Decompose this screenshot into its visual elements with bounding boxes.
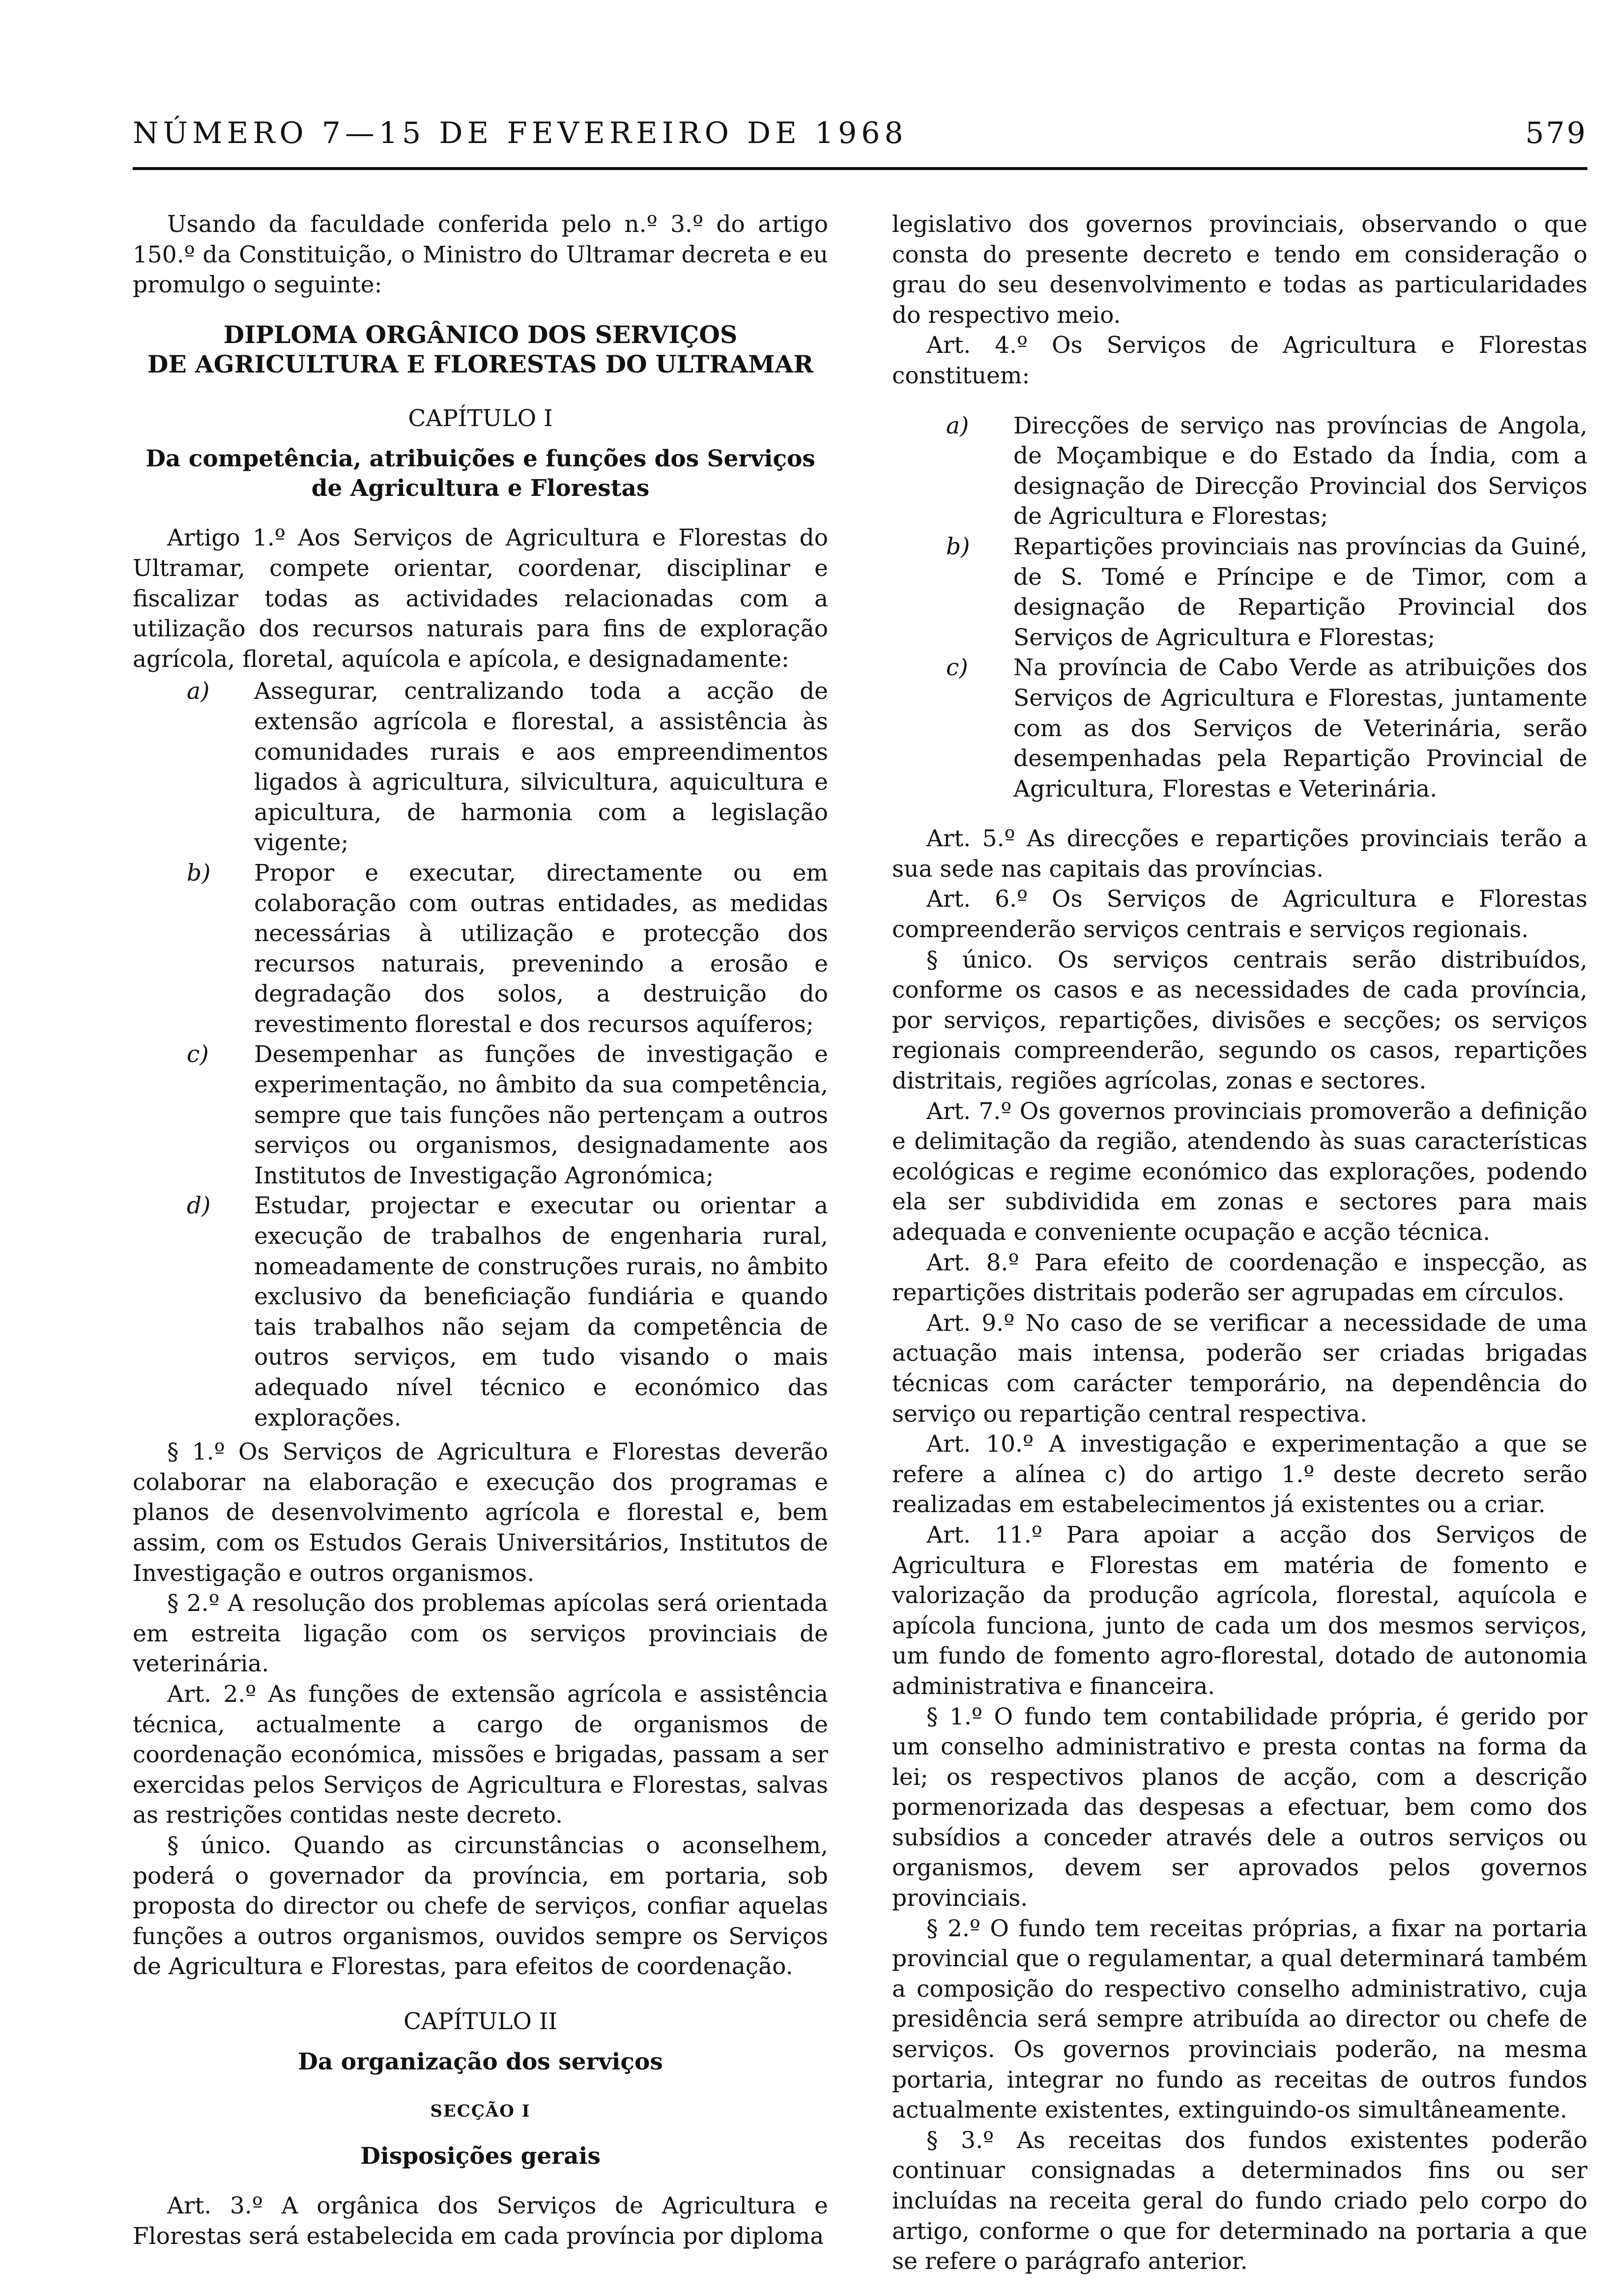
paragraph-unico: § único. Quando as circunstâncias o aconselhem, poderá o governador da província, em portaria, sob proposta do director ou chefe de serviços, confiar aquelas funções a outros organismos, ouvidos sempre os Serviços de Agricultura e Florestas, para efeitos de coordenação. xyxy=(133,1832,828,1980)
article-11: Art. 11.º Para apoiar a acção dos Serviços de Agricultura e Florestas em matéria de fomento e valorização da produção agrícola, florestal, aquícola e apícola funciona, junto de cada um dos mesmos serviços, um fundo de fomento agro-florestal, dotado de autonomia administrativa e financeira. xyxy=(892,1521,1587,1700)
article-5: Art. 5.º As direcções e repartições provinciais terão a sua sede nas capitais das províncias. xyxy=(892,825,1587,883)
article-4: Art. 4.º Os Serviços de Agricultura e Florestas constituem: xyxy=(892,332,1587,389)
chapter-label: CAPÍTULO II xyxy=(403,2008,557,2035)
item-label: d) xyxy=(187,1192,211,1220)
item-text: Na província de Cabo Verde as atribuições dos Serviços de Agricultura e Florestas, juntamente com as dos Serviços de Veterinária, serão desempenhadas pela Repartição Provincial de Agricultura, Florestas e Veterinária. xyxy=(1013,654,1587,803)
list-item xyxy=(892,532,1587,653)
article-4-list xyxy=(892,411,1587,804)
right-column xyxy=(892,209,1587,2277)
section-label: SECÇÃO I xyxy=(430,2101,531,2122)
item-label: a) xyxy=(187,678,210,705)
header-rule xyxy=(133,167,1587,170)
article-2: Art. 2.º As funções de extensão agrícola e assistência técnica, actualmente a cargo de organismos de coordenação económica, missões e brigadas, passam a ser exercidas pelos Serviços de Agricultura e Florestas, salvas as restrições contidas neste decreto. xyxy=(133,1680,828,1829)
article-7: Art. 7.º Os governos provinciais promoverão a definição e delimitação da região, atendendo às suas características ecológicas e regime económico das explorações, podendo ela ser subdividida em zonas e sectores para mais adequada e conveniente ocupação e acção técnica. xyxy=(892,1097,1587,1246)
paragraph-3: § 3.º As receitas dos fundos existentes poderão continuar consignadas a determinados fins ou ser incluídas na receita geral do fundo criado pelo corpo do artigo, conforme o que for determinado na portaria a que se refere o parágrafo anterior. xyxy=(892,2126,1587,2275)
article-9: Art. 9.º No caso de se verificar a necessidade de uma actuação mais intensa, poderão ser criadas brigadas técnicas com carácter temporário, na dependência do serviço ou repartição central respectiva. xyxy=(892,1309,1587,1428)
diploma-title-line: DE AGRICULTURA E FLORESTAS DO ULTRAMAR xyxy=(147,349,814,378)
chapter-title-line: Da competência, atribuições e funções dos Serviços xyxy=(145,445,815,473)
page-number: 579 xyxy=(1525,116,1587,150)
article-1: Artigo 1.º Aos Serviços de Agricultura e Florestas do Ultramar, compete orientar, coordenar, disciplinar e fiscalizar todas as actividades relacionadas com a utilização dos recursos naturais para fins de exploração agrícola, floretal, aquícola e apícola, e designadamente: xyxy=(133,524,828,673)
item-label: b) xyxy=(187,859,211,887)
item-label: b) xyxy=(946,533,970,560)
item-text: Assegurar, centralizando toda a acção de extensão agrícola e florestal, a assistência às comunidades rurais e aos empreendimentos ligados à agricultura, silvicultura, aquicultura e apicultura, de harmonia com a legislação vigente; xyxy=(254,678,828,857)
list-item xyxy=(133,676,828,858)
diploma-title xyxy=(133,320,828,379)
chapter-title xyxy=(133,444,828,503)
item-text: Direcções de serviço nas províncias de Angola, de Moçambique e do Estado da Índia, com a designação de Direcção Provincial dos Serviços de Agricultura e Florestas; xyxy=(1013,412,1587,530)
article-1-list xyxy=(133,676,828,1433)
list-item xyxy=(892,411,1587,532)
paragraph-unico: § único. Os serviços centrais serão distribuídos, conforme os casos e as necessidades de cada província, por serviços, repartições, divisões e secções; os serviços regionais compreenderão, segundo os casos, repartições distritais, regiões agrícolas, zonas e sectores. xyxy=(892,946,1587,1095)
item-text: Repartições provinciais nas províncias da Guiné, de S. Tomé e Príncipe e de Timor, com a designação de Repartição Provincial dos Serviços de Agricultura e Florestas; xyxy=(1013,533,1587,651)
list-item xyxy=(133,1039,828,1191)
article-10: Art. 10.º A investigação e experimentação a que se refere a alínea c) do artigo 1.º deste decreto serão realizadas em estabelecimentos já existentes ou a criar. xyxy=(892,1431,1587,1519)
list-item xyxy=(133,1191,828,1433)
article-6: Art. 6.º Os Serviços de Agricultura e Florestas compreenderão serviços centrais e serviços regionais. xyxy=(892,886,1587,944)
item-label: c) xyxy=(946,654,968,682)
list-item xyxy=(892,653,1587,804)
issue-date-header: NÚMERO 7—15 DE FEVEREIRO DE 1968 xyxy=(133,116,908,150)
paragraph-2: § 2.º A resolução dos problemas apícolas será orientada em estreita ligação com os serviços provinciais de veterinária. xyxy=(133,1590,828,1678)
item-label: c) xyxy=(187,1041,209,1068)
left-column xyxy=(133,209,828,2251)
list-item xyxy=(133,858,828,1040)
item-text: Desempenhar as funções de investigação e experimentação, no âmbito da sua competência, sempre que tais funções não pertençam a outros serviços ou organismos, designadamente aos Institutos de Investigação Agronómica; xyxy=(254,1041,828,1189)
paragraph-1: § 1.º Os Serviços de Agricultura e Florestas deverão colaborar na elaboração e execução dos programas e planos de desenvolvimento agrícola e florestal e, bem assim, com os Estudos Gerais Universitários, Institutos de Investigação e outros organismos. xyxy=(133,1438,828,1587)
page-header xyxy=(133,116,1587,160)
paragraph-2: § 2.º O fundo tem receitas próprias, a fixar na portaria provincial que o regulamentar, a qual determinará também a composição do respectivo conselho administrativo, cuja presidência será sempre atribuída ao director ou chefe de serviços. Os governos provinciais poderão, na mesma portaria, integrar no fundo as receitas de outros fundos actualmente existentes, extinguindo-os simultâneamente. xyxy=(892,1915,1587,2124)
paragraph-1: § 1.º O fundo tem contabilidade própria, é gerido por um conselho administrativo e presta contas na forma da lei; os respectivos planos de acção, com a descrição pormenorizada das despesas a efectuar, bem como dos subsídios a conceder através dele a outros serviços ou organismos, devem ser aprovados pelos governos provinciais. xyxy=(892,1703,1587,1912)
diploma-title-line: DIPLOMA ORGÂNICO DOS SERVIÇOS xyxy=(223,320,738,349)
chapter-title-line: de Agricultura e Florestas xyxy=(311,475,650,502)
article-8: Art. 8.º Para efeito de coordenação e inspecção, as repartições distritais poderão ser agrupadas em círculos. xyxy=(892,1249,1587,1307)
item-text: Estudar, projectar e executar ou orientar a execução de trabalhos de engenharia rural, nomeadamente de construções rurais, no âmbito exclusivo da beneficiação fundiária e quando tais trabalhos não sejam da competência de outros serviços, em tudo visando o mais adequado nível técnico e económico das explorações. xyxy=(254,1192,828,1432)
item-label: a) xyxy=(946,412,969,439)
chapter-label: CAPÍTULO I xyxy=(408,404,553,432)
article-3: Art. 3.º A orgânica dos Serviços de Agricultura e Florestas será estabelecida em cada província por diploma xyxy=(133,2192,828,2250)
section-title: Disposições gerais xyxy=(360,2143,601,2170)
decree-intro: Usando da faculdade conferida pelo n.º 3.º do artigo 150.º da Constituição, o Ministro do Ultramar decreta e eu promulgo o seguinte: xyxy=(133,211,828,299)
article-3-continued: legislativo dos governos provinciais, observando o que consta do presente decreto e tendo em consideração o grau do seu desenvolvimento e todas as particularidades do respectivo meio. xyxy=(892,211,1587,329)
chapter-title: Da organização dos serviços xyxy=(298,2048,663,2076)
item-text: Propor e executar, directamente ou em colaboração com outras entidades, as medidas necessárias à utilização e protecção dos recursos naturais, prevenindo a erosão e degradação dos solos, a destruição do revestimento florestal e dos recursos aquíferos; xyxy=(254,859,828,1038)
